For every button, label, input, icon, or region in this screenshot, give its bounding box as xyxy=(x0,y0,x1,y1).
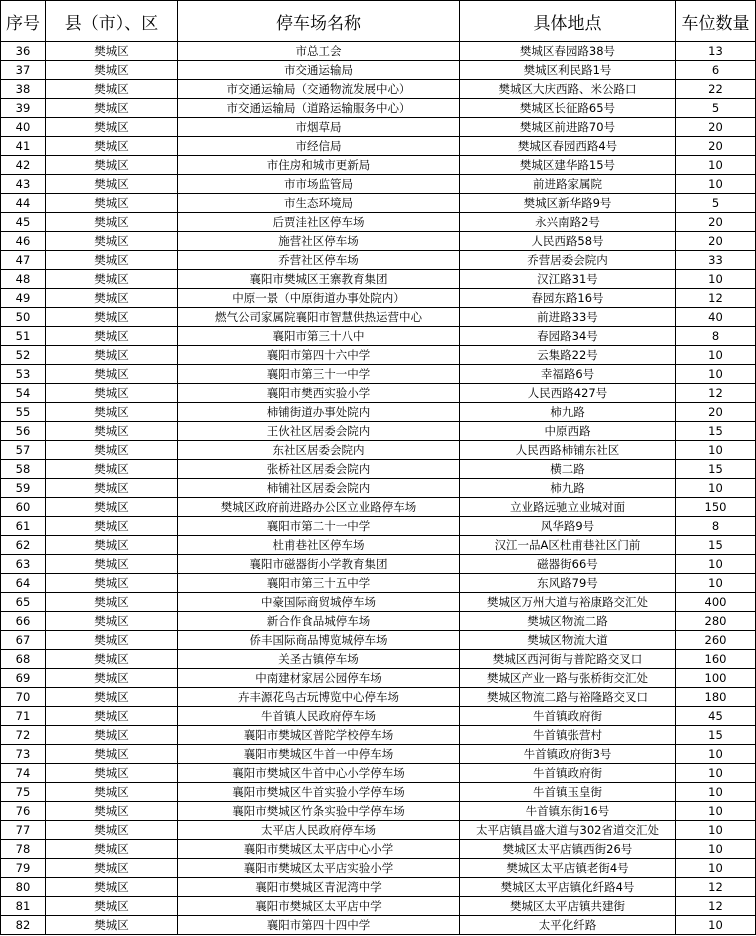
table-row xyxy=(1,118,756,137)
cell-parking-name: 施营社区停车场 xyxy=(178,232,460,251)
cell-serial: 80 xyxy=(1,878,46,897)
table-row xyxy=(1,175,756,194)
cell-parking-name: 侨丰国际商品博览城停车场 xyxy=(178,631,460,650)
cell-location: 风华路9号 xyxy=(460,517,676,536)
cell-district: 樊城区 xyxy=(46,346,178,365)
cell-parking-name: 太平店人民政府停车场 xyxy=(178,821,460,840)
cell-serial: 56 xyxy=(1,422,46,441)
cell-parking-name: 襄阳市樊城区王寨教育集团 xyxy=(178,270,460,289)
cell-district: 樊城区 xyxy=(46,80,178,99)
cell-location: 樊城区建华路15号 xyxy=(460,156,676,175)
cell-serial: 67 xyxy=(1,631,46,650)
cell-district: 樊城区 xyxy=(46,764,178,783)
cell-spaces: 10 xyxy=(676,270,756,289)
cell-serial: 44 xyxy=(1,194,46,213)
cell-district: 樊城区 xyxy=(46,289,178,308)
cell-serial: 55 xyxy=(1,403,46,422)
cell-spaces: 12 xyxy=(676,289,756,308)
table-row xyxy=(1,783,756,802)
cell-location: 牛首镇政府街 xyxy=(460,707,676,726)
cell-parking-name: 中原一景（中原街道办事处院内） xyxy=(178,289,460,308)
table-row xyxy=(1,669,756,688)
cell-location: 中原西路 xyxy=(460,422,676,441)
cell-district: 樊城区 xyxy=(46,137,178,156)
cell-district: 樊城区 xyxy=(46,308,178,327)
table-row xyxy=(1,232,756,251)
table-row xyxy=(1,574,756,593)
header-parking-name: 停车场名称 xyxy=(178,1,460,42)
cell-parking-name: 东社区居委会院内 xyxy=(178,441,460,460)
cell-serial: 39 xyxy=(1,99,46,118)
table-row xyxy=(1,764,756,783)
table-row xyxy=(1,422,756,441)
table-row xyxy=(1,213,756,232)
cell-district: 樊城区 xyxy=(46,821,178,840)
cell-parking-name: 市交通运输局 xyxy=(178,61,460,80)
cell-location: 汉江一品A区杜甫巷社区门前 xyxy=(460,536,676,555)
cell-district: 樊城区 xyxy=(46,61,178,80)
cell-spaces: 20 xyxy=(676,118,756,137)
table-row xyxy=(1,99,756,118)
cell-district: 樊城区 xyxy=(46,175,178,194)
cell-spaces: 10 xyxy=(676,156,756,175)
cell-parking-name: 襄阳市樊城区普陀学校停车场 xyxy=(178,726,460,745)
cell-spaces: 15 xyxy=(676,460,756,479)
header-row xyxy=(1,1,756,42)
cell-district: 樊城区 xyxy=(46,897,178,916)
cell-district: 樊城区 xyxy=(46,422,178,441)
table-row xyxy=(1,498,756,517)
cell-serial: 75 xyxy=(1,783,46,802)
cell-serial: 81 xyxy=(1,897,46,916)
cell-serial: 47 xyxy=(1,251,46,270)
cell-parking-name: 中豪国际商贸城停车场 xyxy=(178,593,460,612)
cell-location: 磁器街66号 xyxy=(460,555,676,574)
table-row xyxy=(1,593,756,612)
cell-parking-name: 王伙社区居委会院内 xyxy=(178,422,460,441)
table-row xyxy=(1,536,756,555)
cell-parking-name: 襄阳市第三十八中 xyxy=(178,327,460,346)
cell-district: 樊城区 xyxy=(46,859,178,878)
cell-serial: 69 xyxy=(1,669,46,688)
cell-location: 牛首镇张营村 xyxy=(460,726,676,745)
cell-parking-name: 中南建材家居公园停车场 xyxy=(178,669,460,688)
cell-location: 樊城区新华路9号 xyxy=(460,194,676,213)
cell-parking-name: 后贾洼社区停车场 xyxy=(178,213,460,232)
cell-serial: 40 xyxy=(1,118,46,137)
cell-location: 柿九路 xyxy=(460,479,676,498)
cell-parking-name: 襄阳市第三十一中学 xyxy=(178,365,460,384)
table-row xyxy=(1,650,756,669)
cell-spaces: 10 xyxy=(676,346,756,365)
cell-parking-name: 襄阳市第四十六中学 xyxy=(178,346,460,365)
cell-location: 樊城区物流二路与裕隆路交叉口 xyxy=(460,688,676,707)
cell-spaces: 10 xyxy=(676,802,756,821)
cell-parking-name: 襄阳市樊城区牛首实验小学停车场 xyxy=(178,783,460,802)
cell-district: 樊城区 xyxy=(46,745,178,764)
cell-serial: 62 xyxy=(1,536,46,555)
table-row xyxy=(1,194,756,213)
cell-parking-name: 燃气公司家属院襄阳市智慧供热运营中心 xyxy=(178,308,460,327)
table-row xyxy=(1,61,756,80)
cell-district: 樊城区 xyxy=(46,878,178,897)
table-row xyxy=(1,80,756,99)
cell-serial: 37 xyxy=(1,61,46,80)
cell-location: 牛首镇政府街 xyxy=(460,764,676,783)
cell-location: 樊城区万州大道与裕康路交汇处 xyxy=(460,593,676,612)
cell-spaces: 10 xyxy=(676,574,756,593)
cell-spaces: 10 xyxy=(676,745,756,764)
cell-parking-name: 樊城区政府前进路办公区立业路停车场 xyxy=(178,498,460,517)
cell-serial: 65 xyxy=(1,593,46,612)
table-row xyxy=(1,251,756,270)
cell-district: 樊城区 xyxy=(46,669,178,688)
table-row xyxy=(1,289,756,308)
cell-serial: 78 xyxy=(1,840,46,859)
cell-parking-name: 襄阳市樊城区太平店中学 xyxy=(178,897,460,916)
table-row xyxy=(1,42,756,61)
cell-serial: 57 xyxy=(1,441,46,460)
cell-district: 樊城区 xyxy=(46,270,178,289)
header-district: 县（市）、区 xyxy=(46,1,178,42)
table-row xyxy=(1,631,756,650)
cell-location: 樊城区产业一路与张桥街交汇处 xyxy=(460,669,676,688)
cell-spaces: 10 xyxy=(676,764,756,783)
cell-location: 云集路22号 xyxy=(460,346,676,365)
cell-location: 樊城区长征路65号 xyxy=(460,99,676,118)
cell-location: 东风路79号 xyxy=(460,574,676,593)
cell-parking-name: 襄阳市樊城区牛首一中停车场 xyxy=(178,745,460,764)
cell-parking-name: 襄阳市樊西实验小学 xyxy=(178,384,460,403)
cell-district: 樊城区 xyxy=(46,441,178,460)
cell-parking-name: 柿铺街道办事处院内 xyxy=(178,403,460,422)
cell-serial: 70 xyxy=(1,688,46,707)
cell-serial: 43 xyxy=(1,175,46,194)
cell-location: 樊城区春园路38号 xyxy=(460,42,676,61)
cell-serial: 79 xyxy=(1,859,46,878)
cell-spaces: 22 xyxy=(676,80,756,99)
table-row xyxy=(1,878,756,897)
table-row xyxy=(1,365,756,384)
cell-location: 太平店镇昌盛大道与302省道交汇处 xyxy=(460,821,676,840)
cell-spaces: 8 xyxy=(676,327,756,346)
cell-serial: 38 xyxy=(1,80,46,99)
cell-spaces: 15 xyxy=(676,536,756,555)
cell-parking-name: 市总工会 xyxy=(178,42,460,61)
cell-spaces: 20 xyxy=(676,137,756,156)
cell-location: 乔营居委会院内 xyxy=(460,251,676,270)
cell-district: 樊城区 xyxy=(46,460,178,479)
table-row xyxy=(1,517,756,536)
table-row xyxy=(1,916,756,935)
cell-serial: 59 xyxy=(1,479,46,498)
cell-serial: 64 xyxy=(1,574,46,593)
cell-district: 樊城区 xyxy=(46,555,178,574)
table-row xyxy=(1,308,756,327)
cell-serial: 48 xyxy=(1,270,46,289)
cell-serial: 51 xyxy=(1,327,46,346)
header-serial: 序号 xyxy=(1,1,46,42)
cell-district: 樊城区 xyxy=(46,631,178,650)
cell-location: 前进路33号 xyxy=(460,308,676,327)
cell-parking-name: 襄阳市樊城区竹条实验中学停车场 xyxy=(178,802,460,821)
table-row xyxy=(1,460,756,479)
cell-parking-name: 卉丰源花鸟古玩博览中心停车场 xyxy=(178,688,460,707)
cell-district: 樊城区 xyxy=(46,783,178,802)
header-spaces: 车位数量 xyxy=(676,1,756,42)
cell-location: 牛首镇东街16号 xyxy=(460,802,676,821)
cell-spaces: 150 xyxy=(676,498,756,517)
cell-serial: 42 xyxy=(1,156,46,175)
cell-location: 汉江路31号 xyxy=(460,270,676,289)
cell-district: 樊城区 xyxy=(46,574,178,593)
cell-district: 樊城区 xyxy=(46,650,178,669)
cell-parking-name: 市市场监管局 xyxy=(178,175,460,194)
cell-parking-name: 市烟草局 xyxy=(178,118,460,137)
cell-spaces: 160 xyxy=(676,650,756,669)
cell-spaces: 10 xyxy=(676,175,756,194)
cell-district: 樊城区 xyxy=(46,479,178,498)
table-row xyxy=(1,403,756,422)
cell-serial: 60 xyxy=(1,498,46,517)
cell-serial: 68 xyxy=(1,650,46,669)
cell-spaces: 10 xyxy=(676,916,756,935)
table-row xyxy=(1,745,756,764)
cell-district: 樊城区 xyxy=(46,403,178,422)
cell-district: 樊城区 xyxy=(46,840,178,859)
cell-serial: 36 xyxy=(1,42,46,61)
cell-spaces: 260 xyxy=(676,631,756,650)
cell-spaces: 13 xyxy=(676,42,756,61)
cell-parking-name: 襄阳市第三十五中学 xyxy=(178,574,460,593)
table-row xyxy=(1,897,756,916)
cell-spaces: 5 xyxy=(676,194,756,213)
cell-spaces: 10 xyxy=(676,859,756,878)
cell-spaces: 10 xyxy=(676,840,756,859)
cell-spaces: 180 xyxy=(676,688,756,707)
cell-spaces: 15 xyxy=(676,422,756,441)
cell-district: 樊城区 xyxy=(46,536,178,555)
cell-parking-name: 张桥社区居委会院内 xyxy=(178,460,460,479)
table-row xyxy=(1,156,756,175)
cell-district: 樊城区 xyxy=(46,194,178,213)
table-row xyxy=(1,270,756,289)
cell-parking-name: 市交通运输局（交通物流发展中心） xyxy=(178,80,460,99)
cell-spaces: 20 xyxy=(676,213,756,232)
table-row xyxy=(1,479,756,498)
cell-serial: 61 xyxy=(1,517,46,536)
cell-serial: 45 xyxy=(1,213,46,232)
cell-serial: 74 xyxy=(1,764,46,783)
cell-spaces: 400 xyxy=(676,593,756,612)
cell-location: 人民西路427号 xyxy=(460,384,676,403)
table-row xyxy=(1,384,756,403)
cell-serial: 63 xyxy=(1,555,46,574)
cell-serial: 72 xyxy=(1,726,46,745)
cell-serial: 58 xyxy=(1,460,46,479)
cell-location: 樊城区前进路70号 xyxy=(460,118,676,137)
cell-spaces: 40 xyxy=(676,308,756,327)
table-row xyxy=(1,802,756,821)
cell-location: 幸福路6号 xyxy=(460,365,676,384)
cell-district: 樊城区 xyxy=(46,251,178,270)
cell-parking-name: 市生态环境局 xyxy=(178,194,460,213)
cell-district: 樊城区 xyxy=(46,213,178,232)
table-body xyxy=(1,42,756,935)
cell-serial: 52 xyxy=(1,346,46,365)
cell-spaces: 10 xyxy=(676,365,756,384)
table-row xyxy=(1,346,756,365)
cell-location: 樊城区西河街与普陀路交叉口 xyxy=(460,650,676,669)
cell-location: 樊城区大庆西路、米公路口 xyxy=(460,80,676,99)
cell-serial: 46 xyxy=(1,232,46,251)
cell-spaces: 33 xyxy=(676,251,756,270)
table-row xyxy=(1,441,756,460)
cell-parking-name: 襄阳市樊城区牛首中心小学停车场 xyxy=(178,764,460,783)
cell-district: 樊城区 xyxy=(46,99,178,118)
cell-location: 樊城区物流大道 xyxy=(460,631,676,650)
cell-spaces: 8 xyxy=(676,517,756,536)
cell-parking-name: 市住房和城市更新局 xyxy=(178,156,460,175)
cell-location: 横二路 xyxy=(460,460,676,479)
cell-spaces: 10 xyxy=(676,783,756,802)
cell-district: 樊城区 xyxy=(46,365,178,384)
cell-parking-name: 牛首镇人民政府停车场 xyxy=(178,707,460,726)
cell-serial: 54 xyxy=(1,384,46,403)
table-row xyxy=(1,821,756,840)
cell-location: 牛首镇玉皇街 xyxy=(460,783,676,802)
cell-district: 樊城区 xyxy=(46,384,178,403)
header-location: 具体地点 xyxy=(460,1,676,42)
cell-spaces: 15 xyxy=(676,726,756,745)
cell-parking-name: 新合作食品城停车场 xyxy=(178,612,460,631)
cell-location: 立业路远驰立业城对面 xyxy=(460,498,676,517)
cell-serial: 77 xyxy=(1,821,46,840)
table-row xyxy=(1,840,756,859)
table-row xyxy=(1,707,756,726)
cell-parking-name: 襄阳市樊城区青泥湾中学 xyxy=(178,878,460,897)
cell-district: 樊城区 xyxy=(46,707,178,726)
cell-district: 樊城区 xyxy=(46,118,178,137)
cell-location: 人民西路58号 xyxy=(460,232,676,251)
cell-parking-name: 杜甫巷社区停车场 xyxy=(178,536,460,555)
cell-location: 太平化纤路 xyxy=(460,916,676,935)
cell-spaces: 10 xyxy=(676,821,756,840)
cell-location: 春园路34号 xyxy=(460,327,676,346)
cell-district: 樊城区 xyxy=(46,612,178,631)
cell-serial: 41 xyxy=(1,137,46,156)
cell-location: 樊城区太平店镇共建街 xyxy=(460,897,676,916)
cell-spaces: 10 xyxy=(676,555,756,574)
cell-parking-name: 襄阳市磁器街小学教育集团 xyxy=(178,555,460,574)
cell-spaces: 20 xyxy=(676,232,756,251)
cell-parking-name: 市经信局 xyxy=(178,137,460,156)
cell-serial: 53 xyxy=(1,365,46,384)
cell-serial: 73 xyxy=(1,745,46,764)
cell-location: 永兴南路2号 xyxy=(460,213,676,232)
cell-spaces: 10 xyxy=(676,479,756,498)
cell-serial: 50 xyxy=(1,308,46,327)
cell-district: 樊城区 xyxy=(46,42,178,61)
cell-location: 人民西路柿铺东社区 xyxy=(460,441,676,460)
cell-location: 牛首镇政府街3号 xyxy=(460,745,676,764)
cell-location: 前进路家属院 xyxy=(460,175,676,194)
cell-district: 樊城区 xyxy=(46,232,178,251)
cell-district: 樊城区 xyxy=(46,916,178,935)
table-row xyxy=(1,327,756,346)
table-row xyxy=(1,726,756,745)
cell-district: 樊城区 xyxy=(46,726,178,745)
table-row xyxy=(1,612,756,631)
cell-location: 樊城区太平店镇化纤路4号 xyxy=(460,878,676,897)
table-row xyxy=(1,555,756,574)
cell-district: 樊城区 xyxy=(46,327,178,346)
cell-serial: 76 xyxy=(1,802,46,821)
cell-district: 樊城区 xyxy=(46,156,178,175)
cell-location: 春园东路16号 xyxy=(460,289,676,308)
cell-district: 樊城区 xyxy=(46,498,178,517)
cell-parking-name: 襄阳市樊城区太平店实验小学 xyxy=(178,859,460,878)
cell-parking-name: 襄阳市第二十一中学 xyxy=(178,517,460,536)
cell-parking-name: 关圣古镇停车场 xyxy=(178,650,460,669)
cell-spaces: 280 xyxy=(676,612,756,631)
cell-district: 樊城区 xyxy=(46,593,178,612)
cell-spaces: 5 xyxy=(676,99,756,118)
cell-location: 柿九路 xyxy=(460,403,676,422)
cell-spaces: 100 xyxy=(676,669,756,688)
cell-parking-name: 乔营社区停车场 xyxy=(178,251,460,270)
cell-parking-name: 柿铺社区居委会院内 xyxy=(178,479,460,498)
table-row xyxy=(1,688,756,707)
cell-serial: 71 xyxy=(1,707,46,726)
cell-spaces: 20 xyxy=(676,403,756,422)
table-row xyxy=(1,859,756,878)
cell-spaces: 45 xyxy=(676,707,756,726)
cell-spaces: 12 xyxy=(676,384,756,403)
cell-serial: 66 xyxy=(1,612,46,631)
cell-parking-name: 襄阳市第四十四中学 xyxy=(178,916,460,935)
cell-district: 樊城区 xyxy=(46,688,178,707)
cell-district: 樊城区 xyxy=(46,802,178,821)
cell-parking-name: 襄阳市樊城区太平店中心小学 xyxy=(178,840,460,859)
cell-district: 樊城区 xyxy=(46,517,178,536)
cell-location: 樊城区物流二路 xyxy=(460,612,676,631)
cell-spaces: 10 xyxy=(676,441,756,460)
cell-spaces: 12 xyxy=(676,878,756,897)
table-row xyxy=(1,137,756,156)
cell-spaces: 12 xyxy=(676,897,756,916)
cell-location: 樊城区太平店镇老街4号 xyxy=(460,859,676,878)
cell-serial: 49 xyxy=(1,289,46,308)
cell-parking-name: 市交通运输局（道路运输服务中心） xyxy=(178,99,460,118)
cell-location: 樊城区太平店镇西街26号 xyxy=(460,840,676,859)
cell-location: 樊城区利民路1号 xyxy=(460,61,676,80)
cell-spaces: 6 xyxy=(676,61,756,80)
cell-serial: 82 xyxy=(1,916,46,935)
cell-location: 樊城区春园西路4号 xyxy=(460,137,676,156)
